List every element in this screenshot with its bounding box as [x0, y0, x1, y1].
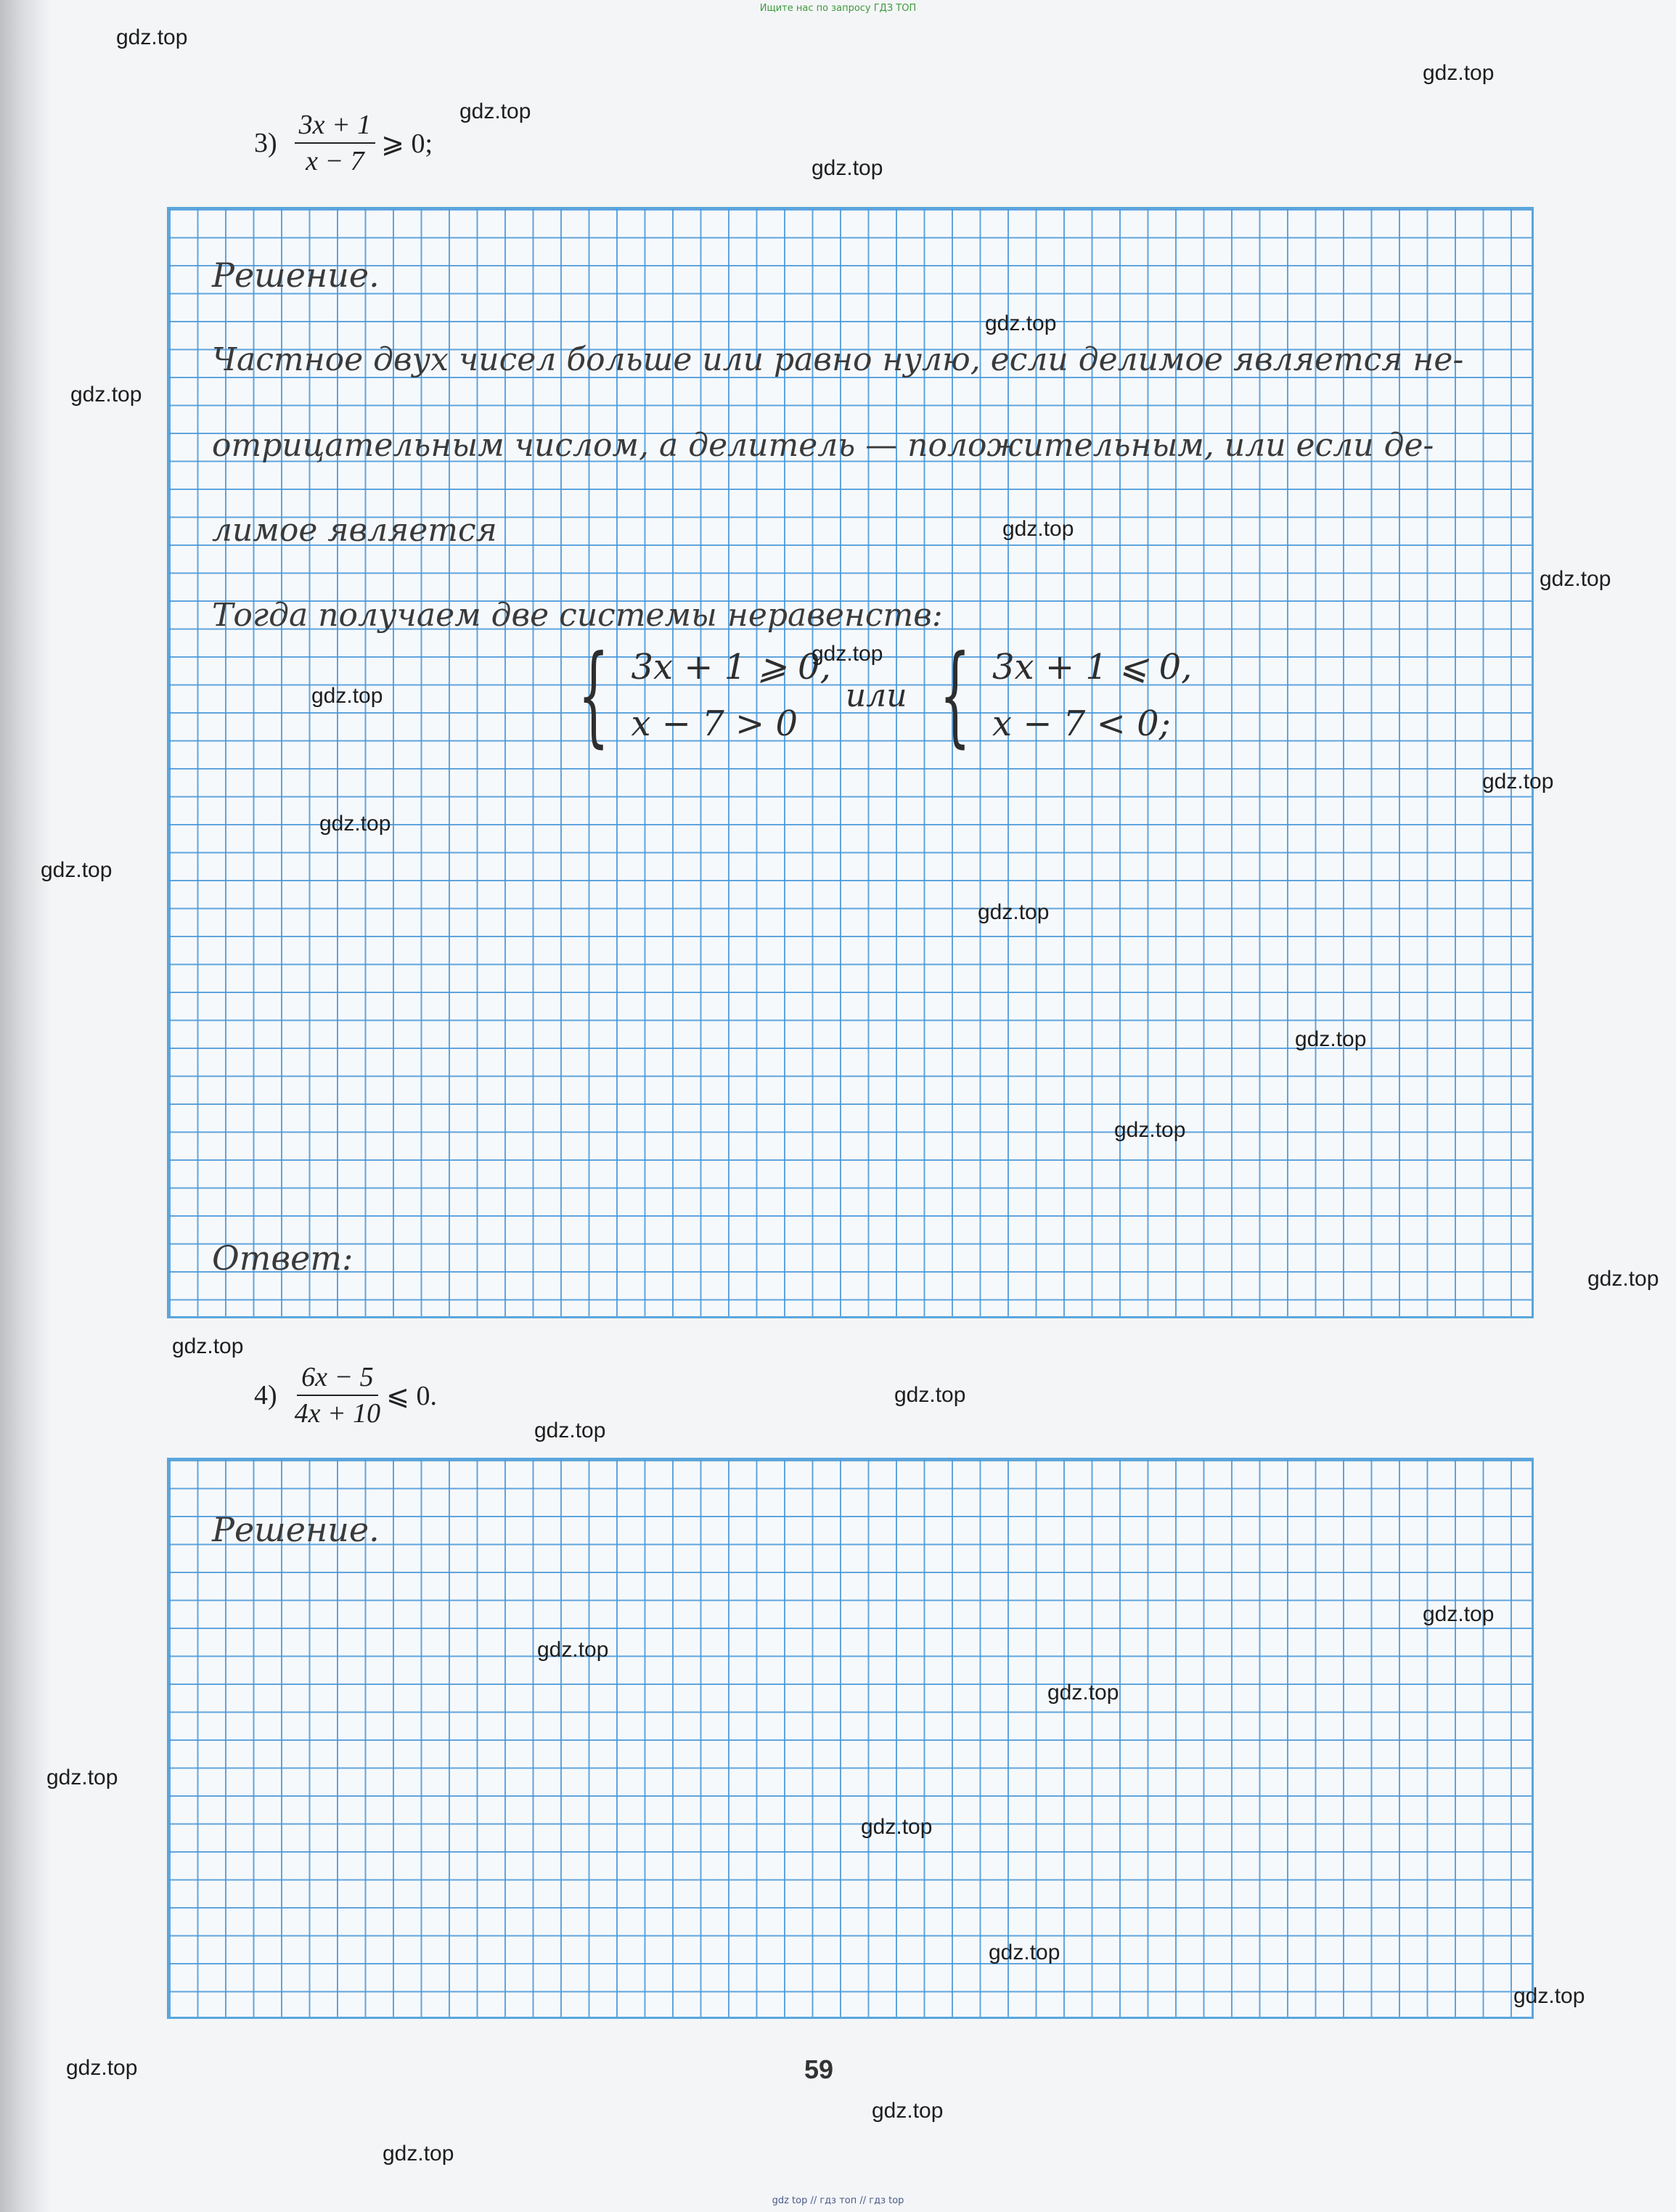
solution-line-3: лимое является [212, 512, 497, 549]
task-4 [254, 1361, 437, 1429]
top-banner[interactable]: Ищите нас по запросу ГДЗ ТОП [759, 3, 917, 14]
solution-heading: Решение. [212, 256, 380, 295]
solution-line-2: отрицательным числом, а делитель — положительным, или если де- [212, 427, 1434, 464]
watermark: gdz.top [534, 1419, 606, 1442]
watermark: gdz.top [46, 1766, 118, 1789]
solution-heading-2: Решение. [212, 1510, 380, 1549]
watermark: gdz.top [1482, 770, 1554, 793]
system-2-line-1: 3x + 1 ⩽ 0, [992, 647, 1193, 687]
system-1-line-1: 3x + 1 ⩾ 0, [631, 647, 831, 687]
watermark: gdz.top [985, 311, 1057, 335]
system-1 [631, 639, 830, 752]
watermark: gdz.top [66, 2056, 138, 2080]
task-relation: ⩾ 0; [381, 128, 433, 159]
watermark: gdz.top [894, 1383, 966, 1407]
watermark: gdz.top [812, 156, 883, 180]
watermark: gdz.top [978, 900, 1050, 924]
watermark: gdz.top [1423, 1602, 1495, 1626]
task-number: 4) [254, 1380, 277, 1411]
system-2 [992, 639, 1192, 752]
watermark: gdz.top [1587, 1267, 1659, 1291]
task-fraction [295, 1361, 381, 1429]
watermark: gdz.top [989, 1940, 1060, 1964]
task-fraction [295, 109, 376, 177]
watermark: gdz.top [383, 2142, 454, 2166]
watermark: gdz.top [1423, 61, 1495, 85]
fraction-denominator: 4x + 10 [294, 1398, 381, 1429]
watermark: gdz.top [1047, 1681, 1119, 1705]
bottom-banner[interactable]: gdz top // гдз топ // гдз top [772, 2195, 904, 2206]
task-relation: ⩽ 0. [386, 1380, 438, 1411]
watermark: gdz.top [459, 99, 531, 123]
watermark: gdz.top [311, 684, 383, 708]
solution-line-1: Частное двух чисел больше или равно нулю, если делимое является не- [212, 341, 1464, 378]
task-3 [254, 109, 433, 177]
answer-label: Ответ: [212, 1238, 353, 1278]
watermark: gdz.top [1513, 1984, 1585, 2008]
task-number: 3) [254, 128, 277, 158]
watermark: gdz.top [812, 642, 883, 666]
fraction-numerator: 3x + 1 [295, 109, 376, 144]
watermark: gdz.top [872, 2099, 944, 2123]
system-1-line-2: x − 7 > 0 [631, 703, 798, 744]
watermark: gdz.top [1002, 517, 1074, 541]
watermark: gdz.top [319, 812, 391, 836]
left-brace-2: { [939, 632, 970, 759]
watermark: gdz.top [172, 1334, 244, 1358]
or-label: или [845, 677, 907, 714]
watermark: gdz.top [116, 25, 188, 49]
page-number: 59 [804, 2054, 834, 2084]
watermark: gdz.top [861, 1815, 933, 1839]
solution-line-4: Тогда получаем две системы неравенств: [212, 597, 943, 634]
watermark: gdz.top [1540, 567, 1611, 591]
watermark: gdz.top [70, 383, 142, 407]
page-spine-shadow [0, 0, 51, 2212]
left-brace-1: { [578, 632, 610, 759]
watermark: gdz.top [1114, 1118, 1186, 1142]
fraction-denominator: x − 7 [306, 146, 364, 176]
fraction-numerator: 6x − 5 [297, 1361, 378, 1396]
system-2-line-2: x − 7 < 0; [992, 703, 1171, 744]
watermark: gdz.top [41, 858, 113, 882]
watermark: gdz.top [537, 1638, 609, 1662]
watermark: gdz.top [1295, 1027, 1367, 1051]
